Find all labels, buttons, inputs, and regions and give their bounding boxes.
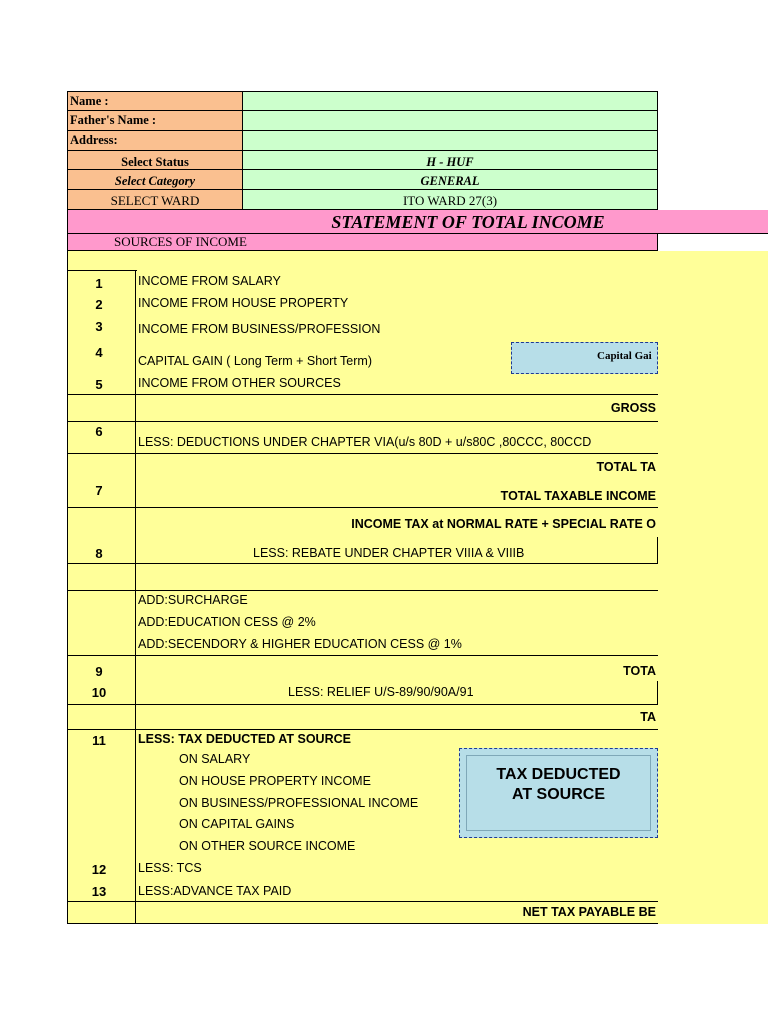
name-label: Name : [70,94,109,108]
total-ta-label: TOTAL TA [596,460,656,474]
name-label-cell [67,91,243,111]
status-select[interactable] [242,150,658,170]
total-tax-label: TOTA [623,664,656,678]
status-label: Select Status [121,155,189,169]
ward-label: SELECT WARD [110,193,200,208]
tds-on-house-property: ON HOUSE PROPERTY INCOME [179,774,371,788]
income-body [67,251,768,924]
income-house-property: INCOME FROM HOUSE PROPERTY [138,296,349,310]
address-input[interactable] [242,130,658,151]
capital-gain-label: Capital Gai [597,350,652,362]
category-select[interactable] [242,169,658,190]
row-num-8: 8 [95,546,103,561]
tax-label: TA [640,710,656,724]
net-tax-payable: NET TAX PAYABLE BE [522,905,656,919]
tds-button-line1: TAX DEDUCTED [496,766,621,783]
row-num-11: 11 [92,733,106,748]
deductions-chapter-via: LESS: DEDUCTIONS UNDER CHAPTER VIA(u/s 80D + u/s80C ,80CCC, 80CCD [138,435,592,449]
sources-label: SOURCES OF INCOME [114,234,247,249]
category-label-cell [67,169,243,190]
row-num-4: 4 [95,345,103,360]
tds-on-business: ON BUSINESS/PROFESSIONAL INCOME [179,796,419,810]
add-surcharge: ADD:SURCHARGE [138,593,248,607]
less-tcs: LESS: TCS [138,861,202,875]
ward-select[interactable] [242,189,658,210]
tds-on-salary: ON SALARY [179,752,251,766]
address-label-cell [67,130,243,151]
gross-total-label: GROSS [610,401,656,415]
row-num-12: 12 [91,862,107,877]
name-input[interactable] [242,91,658,111]
father-label: Father's Name : [70,113,157,127]
row-num-1: 1 [95,276,103,291]
row-num-5: 5 [95,377,103,392]
income-salary: INCOME FROM SALARY [138,274,281,288]
add-education-cess: ADD:EDUCATION CESS @ 2% [138,615,316,629]
rebate-chapter-viiia: LESS: REBATE UNDER CHAPTER VIIIA & VIIIB [253,546,525,560]
row-num-7: 7 [95,483,103,498]
tds-button[interactable] [459,748,658,838]
row-num-9: 9 [95,664,103,679]
income-business: INCOME FROM BUSINESS/PROFESSION [138,322,381,336]
tds-button-line2: AT SOURCE [511,786,606,803]
father-label-cell [67,110,243,131]
row-num-3: 3 [95,319,103,334]
ward-value: ITO WARD 27(3) [402,193,498,208]
row-num-10: 10 [91,685,107,700]
tds-heading: LESS: TAX DEDUCTED AT SOURCE [138,732,351,746]
status-value: H - HUF [426,155,474,169]
ward-label-cell [67,189,243,210]
father-input[interactable] [242,110,658,131]
row-num-13: 13 [91,884,107,899]
tds-on-other-source: ON OTHER SOURCE INCOME [179,839,356,853]
total-taxable-income: TOTAL TAXABLE INCOME [500,489,656,503]
statement-title-row [67,210,768,234]
add-higher-education-cess: ADD:SECENDORY & HIGHER EDUCATION CESS @ 1% [138,637,462,651]
relief-u-s-89: LESS: RELIEF U/S-89/90/90A/91 [288,685,474,699]
income-capital-gain: CAPITAL GAIN ( Long Term + Short Term) [138,354,372,368]
row-num-6: 6 [95,424,103,439]
income-tax-rate: INCOME TAX at NORMAL RATE + SPECIAL RATE O [351,517,656,531]
category-label: Select Category [114,174,196,188]
statement-title: STATEMENT OF TOTAL INCOME [331,212,605,232]
category-value: GENERAL [420,174,480,188]
tds-on-capital-gains: ON CAPITAL GAINS [179,817,295,831]
less-advance-tax: LESS:ADVANCE TAX PAID [138,884,292,898]
row-num-2: 2 [95,297,103,312]
status-label-cell [67,150,243,170]
income-other-sources: INCOME FROM OTHER SOURCES [138,376,341,390]
address-label: Address: [70,133,118,147]
sources-header [67,233,658,251]
capital-gain-button[interactable] [511,342,658,374]
